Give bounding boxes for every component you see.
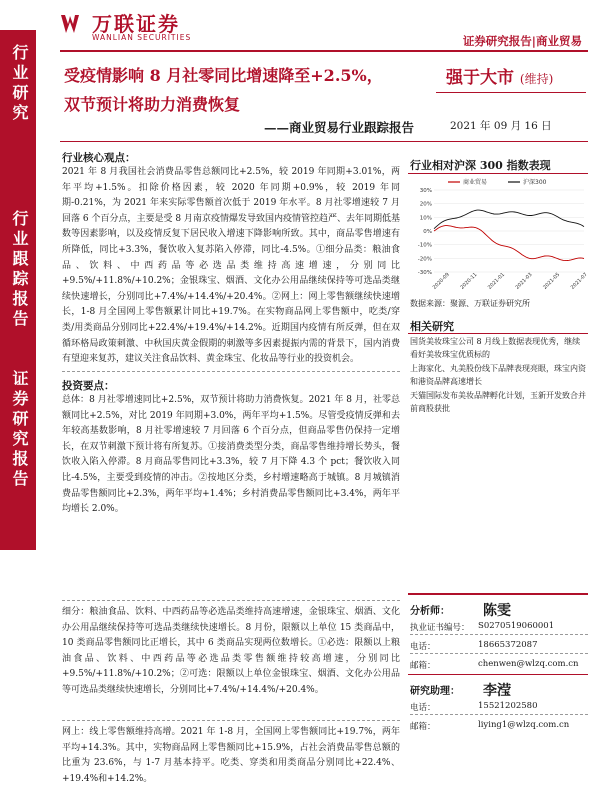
- y-tick-label: 10%: [419, 215, 432, 222]
- y-tick-label: -10%: [417, 242, 432, 249]
- legend-label: 沪深300: [523, 179, 547, 186]
- info-key: 电话：: [410, 642, 436, 652]
- x-tick-label: 2021-07: [569, 271, 589, 291]
- info-value: 18665372087: [478, 640, 538, 650]
- x-tick-label: 2021-05: [542, 271, 562, 291]
- y-tick-label: -30%: [417, 270, 432, 276]
- investment-heading: 投资要点：: [62, 380, 115, 392]
- rating-divider: [436, 92, 586, 93]
- rating-note: (维持): [519, 72, 554, 86]
- chart-title-divider: [408, 173, 588, 174]
- logo-text: 万联证券: [92, 12, 180, 36]
- analyst-name: 陈雯: [483, 603, 511, 619]
- core-views-heading: 行业核心观点：: [62, 152, 136, 164]
- sidebar-item-industry-research: 行业研究: [10, 44, 29, 124]
- title-divider: [60, 141, 588, 142]
- report-title-line1: 受疫情影响 8 月社零同比增速降至+2.5%，: [64, 66, 383, 85]
- row-divider: [410, 714, 588, 715]
- info-value[interactable]: chenwen@wlzq.com.cn: [478, 659, 579, 669]
- rating: [446, 63, 553, 88]
- row-divider: [410, 634, 588, 635]
- x-tick-label: 2021-03: [514, 271, 534, 291]
- report-title-line2: 双节预计将助力消费恢复: [64, 95, 241, 114]
- section-divider: [62, 720, 400, 721]
- y-tick-label: 30%: [419, 188, 432, 194]
- series-line-hs300: [434, 210, 584, 229]
- rating-value: 强于大市: [446, 68, 514, 88]
- analyst-divider: [408, 674, 588, 675]
- row-divider: [410, 653, 588, 654]
- info-key: 电话：: [410, 703, 436, 713]
- report-date: 2021 年 09 月 16 日: [450, 120, 552, 132]
- wanlian-logo-icon: [60, 12, 84, 36]
- analyst-label: 分析师：: [410, 606, 450, 617]
- report-subtitle: ——商业贸易行业跟踪报告: [263, 120, 414, 135]
- logo-english-text: WANLIAN SECURITIES: [92, 33, 192, 42]
- assistant-label: 研究助理：: [410, 686, 460, 697]
- x-tick-label: 2020-11: [459, 271, 479, 291]
- assistant-name: 李滢: [483, 683, 511, 699]
- investment-online-text: 网上：线上零售额维持高增。2021 年 1-8 月，全国网上零售额同比+19.7%，两年平均+14.3%。其中，实物商品网上零售额同比+15.9%，占社会消费品零售总额的比重为 23.6%，与 1-7 月基本持平。吃类、穿类和用类商品分别同比+22.4%、+19.4%和+14.2%。: [62, 727, 400, 784]
- sidebar-item-securities-report: 证券研究报告: [10, 370, 29, 490]
- report-type: 证券研究报告|商业贸易: [462, 34, 582, 48]
- info-value[interactable]: liying1@wlzq.com.cn: [478, 720, 570, 730]
- header-divider: [60, 50, 588, 52]
- investment-category-text: 细分：粮油食品、饮料、中西药品等必选品类维持高速增速，金银珠宝、烟酒、文化办公用品继续保持等可选品类继续快速增长。8 月份，限额以上单位 15 类商品中，10 类商品零售额同比正增长，其中 6 类商品实现两位数增长。①必选：限额以上粮油食品、饮料、中西药品等必选品类零售额维持较高增速，分别同比+9.5%/+11.8%/+10.2%；②可选：限额以上单位金银珠宝、烟酒、文化办公用品等可选品类继续快速增长，分别同比+7.4%/+14.4%/+20.4%。: [62, 607, 400, 695]
- chart-source: 数据来源：聚源、万联证券研究所: [410, 299, 530, 308]
- info-value: S0270519060001: [478, 621, 555, 631]
- info-key: 邮箱：: [410, 722, 436, 732]
- section-divider: [62, 371, 400, 372]
- y-tick-label: -20%: [417, 256, 432, 263]
- chart-title: 行业相对沪深 300 指数表现: [410, 159, 551, 172]
- investment-overall-text: 总体：8 月社零增速同比+2.5%，双节预计将助力消费恢复。2021 年 8 月，社零总额同比+2.5%，对比 2019 年同期+3.0%，两年平均+1.5%。尽管受疫情反弹和去年较高基数影响，8 月社零增速较 7 月回落 6 个百分点，但商品零售仍保持一定增长，在双节刺激下预计将有所复苏。①接消费类型分类，商品零售维持增长势头，餐饮收入陷入停滞。8 月商品零售同比+3.3%，较 7 月下降 4.3 个 pct；餐饮收入同比-4.5%，主要受到疫情的冲击。②按地区分类，乡村增速略高于城镇。8 月城镇消费品零售额同比+2.3%，两年平均+1.4%；乡村消费品零售额同比+3.4%，两年平均增长 2.0%。: [62, 395, 400, 515]
- related-divider: [408, 333, 588, 334]
- related-research-heading: 相关研究: [410, 320, 454, 333]
- y-tick-label: 20%: [419, 201, 432, 208]
- related-item[interactable]: 国货美妆珠宝公司 8 月线上数据表现优秀，继续看好美妆珠宝优质标的: [410, 337, 581, 359]
- x-tick-label: 2020-09: [431, 271, 451, 291]
- analyst-divider: [408, 593, 588, 595]
- info-key: 邮箱：: [410, 661, 436, 671]
- relative-performance-chart: [408, 176, 588, 296]
- legend-label: 商业贸易: [463, 179, 488, 186]
- related-item[interactable]: 天猫国际发布美妆品牌孵化计划，玉新开发致合并前商股获批: [410, 391, 586, 413]
- info-value: 15521202580: [478, 701, 538, 711]
- info-key: 执业证书编号：: [410, 623, 470, 633]
- y-tick-label: 0%: [423, 229, 432, 235]
- x-tick-label: 2021-01: [486, 271, 507, 291]
- category-sidebar: [0, 30, 36, 550]
- sidebar-item-tracking-report: 行业跟踪报告: [10, 210, 29, 330]
- related-item[interactable]: 上海家化、丸美股份线下品牌表现亮眼，珠宝内资和港资品牌高速增长: [410, 364, 586, 386]
- section-divider: [62, 600, 400, 601]
- core-views-text: 2021 年 8 月我国社会消费品零售总额同比+2.5%，较 2019 年同期+3.01%，两年平均+1.5%。扣除价格因素，较 2020 年同期+0.9%，较 2019 年同期-0.21%，为 2021 年来实际零售额首次低于 2019 年水平。8 月社零增速较 7 月回落 6 个百分点，主要是受 8 月南京疫情爆发导致国内疫情管控趋严、去年同期低基数等因素影响，以及疫情反复下居民收入增速下降影响所致。其中，商品零售增速有所降低，同比+3.3%，餐饮收入复苏陷入停滞，同比-4.5%。①细分品类：粮油食品、饮料、中西药品等必选品类维持高速增速，分别同比+9.5%/+11.8%/+10.2%；金银珠宝、烟酒、文化办公用品继续保持等可选品类继续快速增长，分别同比+7.4%/+14.4%/+20.4%。②网上：网上零售额继续快速增长，1-8 月全国网上零售额累计同比+19.7%。在实物商品网上零售额中，吃类/穿类/用类商品分别同比+22.4%/+19.4%/+14.2%。近期国内疫情有所反弹，但在双循环格局政策刺激、中秋国庆黄金假期的刺激等多因素提振内需的背景下，国内消费有望迎来复苏，建议关注食品饮料、黄金珠宝、化妆品等行业的投资机会。: [62, 167, 400, 365]
